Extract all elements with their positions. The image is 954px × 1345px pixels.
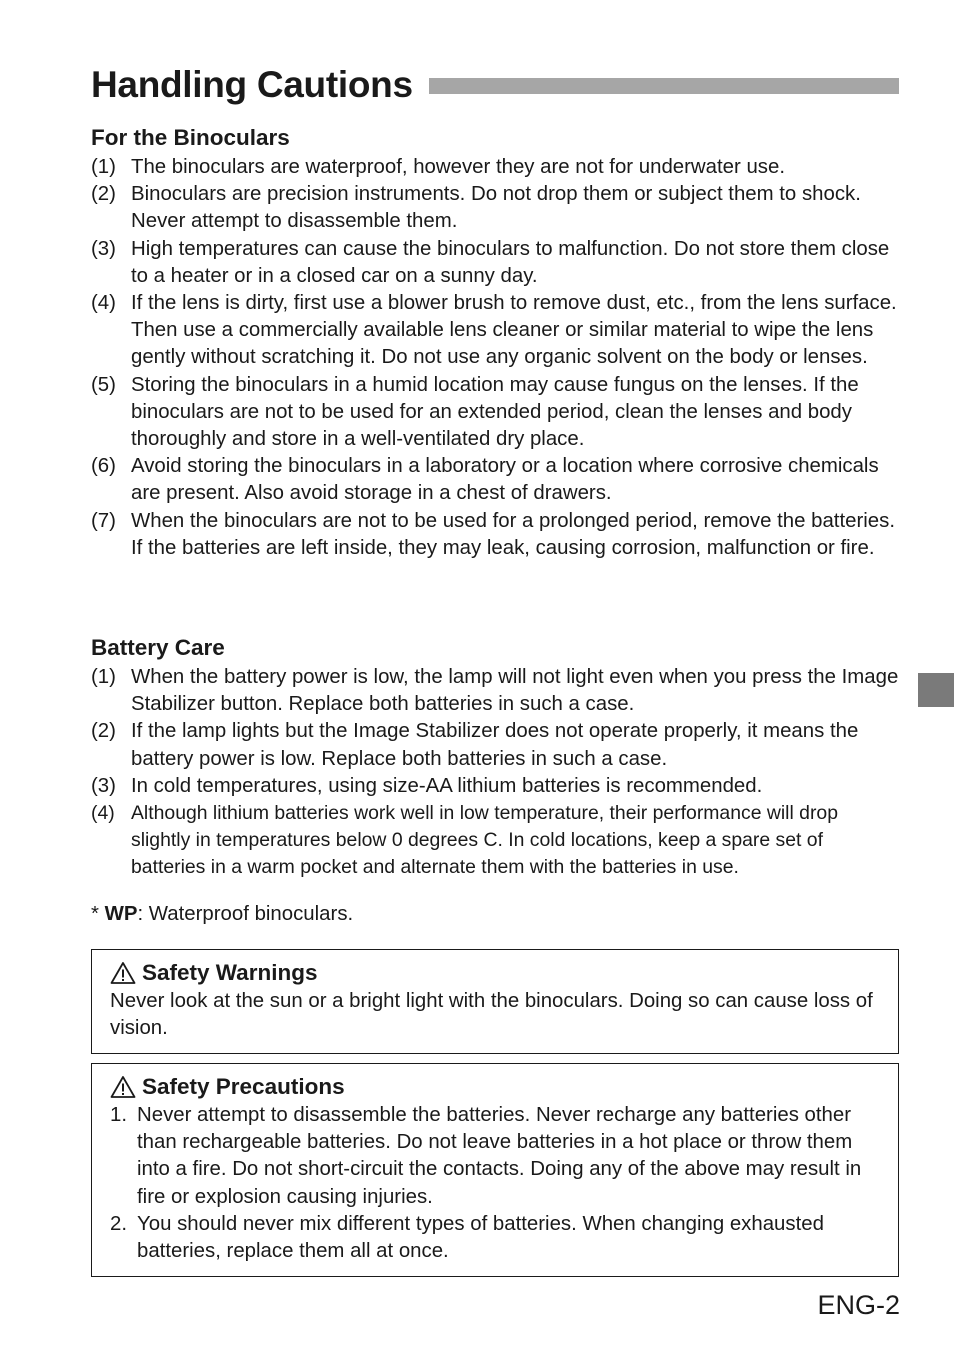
safety-warnings-title: Safety Warnings	[142, 960, 318, 985]
item-text: In cold temperatures, using size-AA lithium batteries is recommended.	[131, 774, 763, 797]
item-text: Binoculars are precision instruments. Do not drop them or subject them to shock. Never attempt to disassemble them.	[131, 183, 861, 233]
item-text: When the battery power is low, the lamp will not light even when you press the Image Stabilizer button. Replace both batteries in such a case.	[131, 666, 899, 716]
item-text: If the lens is dirty, first use a blower brush to remove dust, etc., from the lens surface. Then use a commercially available lens cleaner or similar material to wipe the lens gently without scratching it. Do not use any organic solvent on the body or lenses.	[131, 292, 897, 369]
footnote-text: : Waterproof binoculars.	[137, 903, 354, 925]
list-item	[91, 372, 899, 454]
page-header	[91, 62, 899, 108]
item-number: (1)	[91, 156, 116, 178]
footnote	[91, 901, 353, 928]
list-item	[110, 1102, 882, 1211]
item-number: (4)	[91, 802, 115, 825]
footnote-term: WP	[104, 903, 138, 925]
list-item	[110, 1211, 882, 1265]
battery-heading: Battery Care	[91, 635, 225, 660]
footnote-prefix: *	[91, 903, 105, 925]
warning-icon	[110, 961, 136, 985]
battery-list	[91, 664, 899, 882]
item-text: Avoid storing the binoculars in a laboratory or a location where corrosive chemicals are present. Also avoid storage in a chest of drawers.	[131, 455, 879, 505]
item-text: Although lithium batteries work well in low temperature, their performance will drop slightly in temperatures below 0 degrees C. In cold locations, keep a spare set of batteries in a warm pocket and alternate them with the batteries in use.	[131, 802, 838, 879]
item-text: High temperatures can cause the binoculars to malfunction. Do not store them close to a heater or in a closed car on a sunny day.	[131, 237, 890, 287]
list-item	[91, 718, 899, 772]
list-item	[91, 664, 899, 718]
item-text: If the lamp lights but the Image Stabilizer does not operate properly, it means the battery power is low. Replace both batteries in such a case.	[131, 720, 859, 770]
list-item	[91, 773, 899, 800]
item-text: The binoculars are waterproof, however they are not for underwater use.	[131, 156, 785, 178]
section-tab-marker	[918, 673, 954, 707]
item-number: 2.	[110, 1212, 128, 1235]
safety-precautions-box	[91, 1063, 899, 1277]
page-number: ENG-2	[817, 1290, 900, 1320]
item-text: When the binoculars are not to be used for a prolonged period, remove the batteries. If the batteries are left inside, they may leak, causing corrosion, malfunction or fire.	[131, 509, 895, 559]
battery-section	[91, 634, 899, 882]
item-number: (2)	[91, 720, 116, 743]
item-text: Never attempt to disassemble the batteries. Never recharge any batteries other than rechargeable batteries. Do not leave batteries in a hot place or throw them into a fire. Do not short-circuit the contacts. Doing any of the above may result in fire or explosion causing injuries.	[137, 1104, 862, 1208]
binoculars-heading: For the Binoculars	[91, 125, 290, 150]
item-number: (3)	[91, 237, 116, 260]
item-number: (6)	[91, 455, 116, 478]
list-item	[91, 154, 899, 181]
list-item	[91, 800, 899, 882]
safety-precautions-title: Safety Precautions	[142, 1074, 345, 1099]
safety-warnings-heading	[110, 958, 882, 988]
item-text: You should never mix different types of batteries. When changing exhausted batteries, replace them all at once.	[137, 1212, 824, 1263]
page-title: Handling Cautions	[91, 64, 413, 105]
item-number: (3)	[91, 774, 116, 797]
binoculars-list	[91, 154, 899, 562]
item-text: Storing the binoculars in a humid location may cause fungus on the lenses. If the binoculars are not to be used for an extended period, clean the lenses and body thoroughly and store in a well-ventilated dry place.	[131, 373, 859, 451]
warning-icon	[110, 1075, 136, 1099]
safety-warnings-text: Never look at the sun or a bright light with the binoculars. Doing so can cause loss of vision.	[110, 990, 873, 1040]
safety-warnings-box	[91, 949, 899, 1054]
item-number: (1)	[91, 666, 116, 688]
safety-precautions-heading	[110, 1072, 882, 1102]
item-number: (7)	[91, 509, 116, 532]
list-item	[91, 236, 899, 290]
binoculars-section	[91, 124, 899, 562]
list-item	[91, 508, 899, 562]
list-item	[91, 453, 899, 507]
title-rule	[429, 78, 899, 94]
item-number: (4)	[91, 292, 116, 315]
item-number: (5)	[91, 373, 116, 396]
list-item	[91, 181, 899, 235]
list-item	[91, 290, 899, 372]
item-number: (2)	[91, 183, 116, 206]
item-number: 1.	[110, 1104, 128, 1126]
